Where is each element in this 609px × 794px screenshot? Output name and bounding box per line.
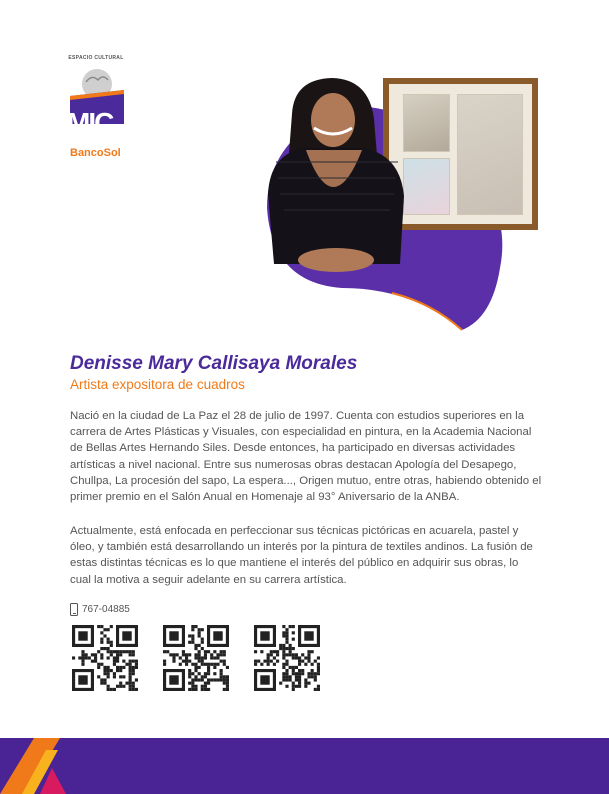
logo-banco-text: Banco bbox=[70, 147, 104, 159]
artwork-painting-2 bbox=[403, 158, 450, 215]
artwork-painting-1 bbox=[403, 94, 450, 152]
artwork-mat bbox=[389, 84, 532, 224]
qr-code-1[interactable] bbox=[72, 625, 138, 691]
logo bbox=[66, 55, 132, 159]
logo-top-text: ESPACIO CULTURAL bbox=[68, 55, 124, 61]
logo-bancosol bbox=[70, 147, 121, 159]
phone-contact bbox=[70, 603, 130, 616]
qr-code-3[interactable] bbox=[254, 625, 320, 691]
artist-name: Denisse Mary Callisaya Morales bbox=[70, 353, 358, 374]
phone-icon bbox=[70, 603, 78, 616]
qr-code-2[interactable] bbox=[163, 625, 229, 691]
artist-role: Artista expositora de cuadros bbox=[70, 377, 245, 392]
logo-sol-text: Sol bbox=[103, 147, 121, 159]
logo-mic-text: MIC bbox=[67, 107, 113, 138]
phone-number: 767-04885 bbox=[82, 604, 130, 615]
artwork-painting-3 bbox=[457, 94, 523, 215]
footer-band bbox=[0, 738, 609, 794]
bio-paragraph-1: Nació en la ciudad de La Paz el 28 de julio de 1997. Cuenta con estudios superiores en la carrera de Artes Plásticas y Visuales, con especialidad en pintura, en la Academia Nacional de Bellas Artes Hernando Siles. Desde entonces, ha participado en diversas actividades artísticas a nivel nacional. Entre sus numerosas obras destacan Apología del Desapego, Chullpa, La procesión del sapo, La espera..., Origen mutuo, entre otras, habiendo obtenido el primer premio en el Salón Anual en Homenaje al 93° Aniversario de la ANBA. bbox=[70, 410, 542, 504]
artist-portrait bbox=[264, 74, 408, 276]
bio-paragraph-2: Actualmente, está enfocada en perfeccionar sus técnicas pictóricas en acuarela, pastel y óleo, y también está desarrollando un interés por la pintura de textiles andinos. La fusión de estas distintas técnicas es lo que mantiene el interés del público en adquirir sus obras, lo cual la motiva a seguir adelante en su carrera artística. bbox=[70, 525, 533, 586]
